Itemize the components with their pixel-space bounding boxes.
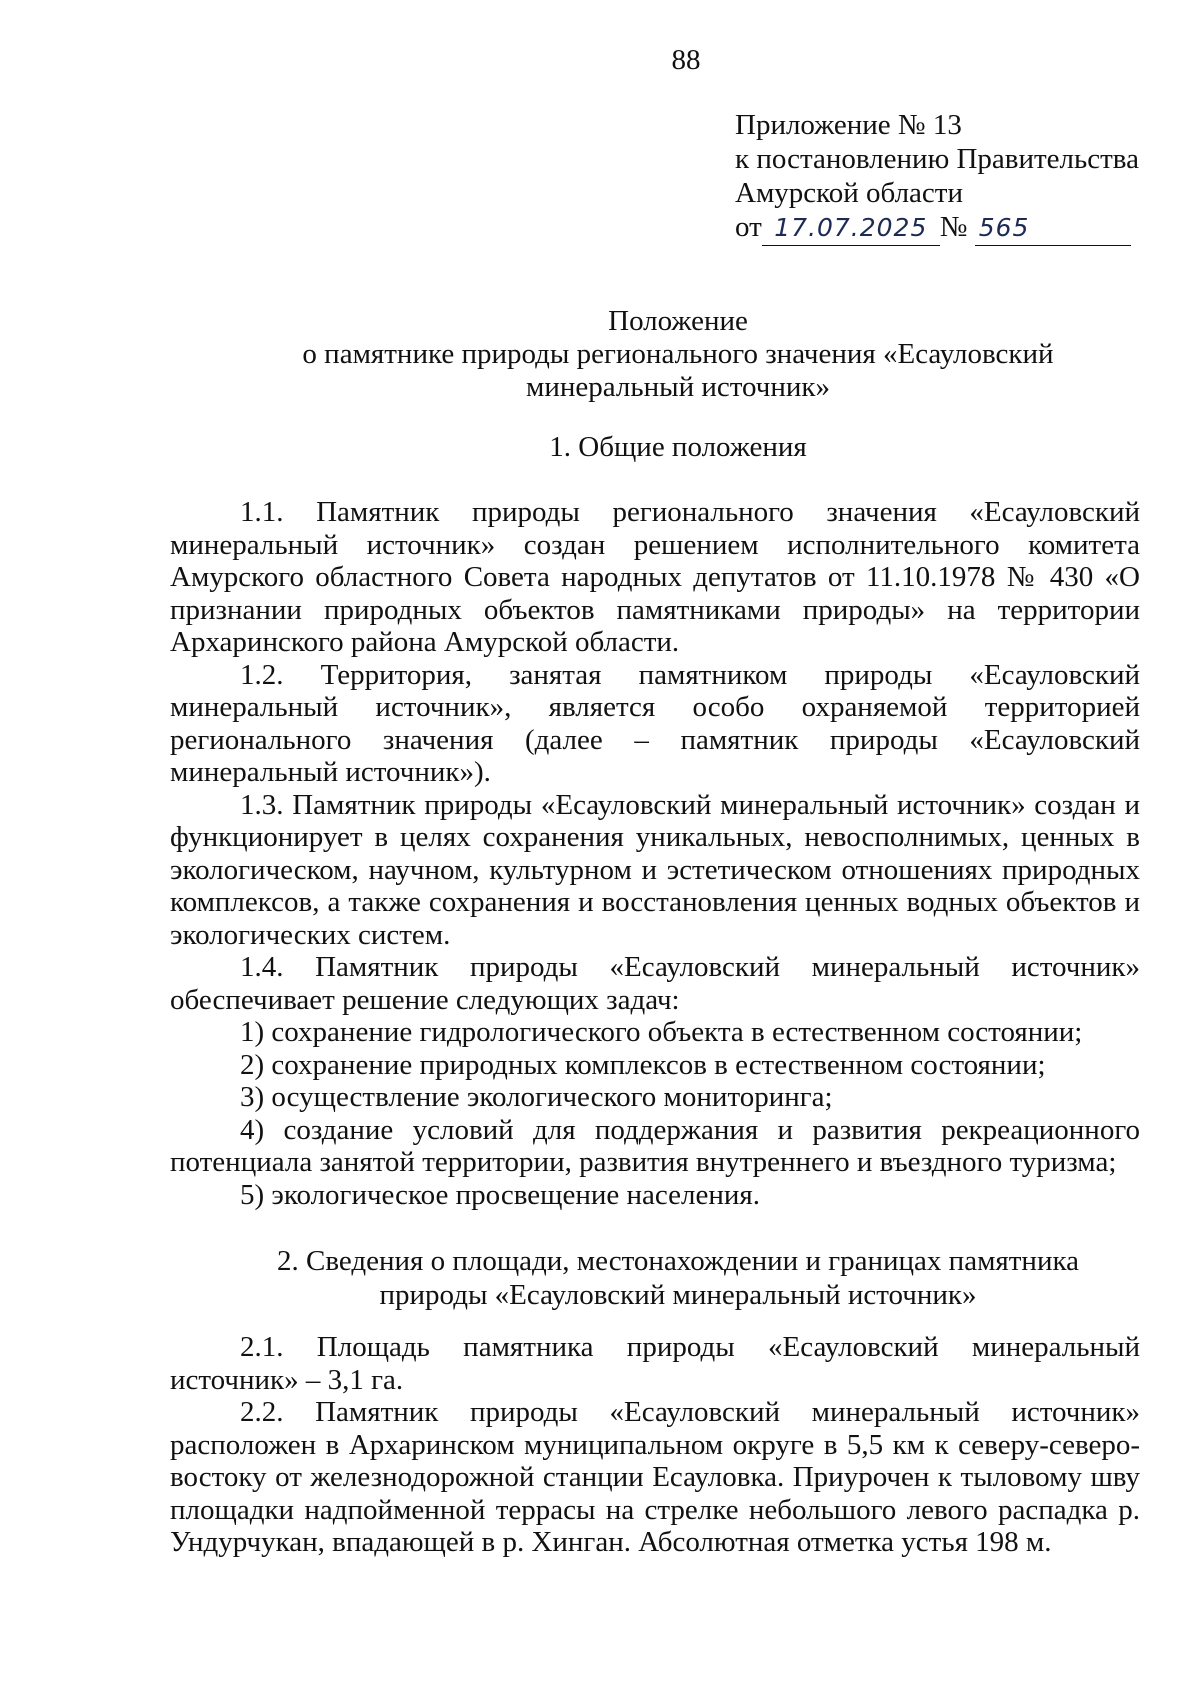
section-2-body	[170, 1331, 1140, 1559]
section-2-heading-line-2: природы «Есауловский минеральный источник»	[379, 1279, 977, 1311]
number-label: №	[939, 211, 968, 243]
section-2-heading-line-1: 2. Сведения о площади, местонахождении и границах памятника	[276, 1245, 1079, 1277]
paragraph-2-2: 2.2. Памятник природы «Есауловский минеральный источник» расположен в Архаринском муниципальном округе в 5,5 км к северу-северо-востоку от железнодорожной станции Есауловка. Приурочен к тыловому шву площадки надпойменной террасы на стрелке небольшого левого распадка р. Ундурчукан, впадающей в р. Хинган. Абсолютная отметка устья 198 м.	[170, 1396, 1140, 1558]
handwritten-date	[762, 210, 940, 246]
title-line-1: Положение	[608, 305, 748, 337]
paragraph-1-4: 1.4. Памятник природы «Есауловский минеральный источник» обеспечивает решение следующих задач:	[170, 951, 1140, 1016]
paragraph-1-3: 1.3. Памятник природы «Есауловский минеральный источник» создан и функционирует в целях сохранения уникальных, невосполнимых, ценных в экологическом, научном, культурном и эстетическом отношениях природных комплексов, а также сохранения и восстановления ценных водных объектов и экологических систем.	[170, 788, 1140, 951]
section-1-body	[170, 496, 1140, 1211]
task-item-4: 4) создание условий для поддержания и развития рекреационного потенциала занятой территории, развития внутреннего и въездного туризма;	[170, 1113, 1140, 1178]
paragraph-2-1: 2.1. Площадь памятника природы «Есауловский минеральный источник» – 3,1 га.	[170, 1331, 1140, 1396]
paragraph-1-2: 1.2. Территория, занятая памятником природы «Есауловский минеральный источник», является особо охраняемой территорией регионального значения (далее – памятник природы «Есауловский минеральный источник»).	[170, 658, 1140, 788]
handwritten-date-text: 17.07.2025	[774, 213, 928, 242]
task-item-1: 1) сохранение гидрологического объекта в естественном состоянии;	[240, 1016, 1083, 1048]
section-2-heading	[170, 1244, 1186, 1312]
title-line-2: о памятнике природы регионального значения «Есауловский	[302, 338, 1054, 370]
title-line-3: минеральный источник»	[525, 371, 830, 403]
appendix-date-number	[735, 210, 1155, 246]
appendix-region: Амурской области	[735, 177, 963, 209]
paragraph-1-1: 1.1. Памятник природы регионального значения «Есауловский минеральный источник» создан решением исполнительного комитета Амурского областного Совета народных депутатов от 11.10.1978 № 430 «О признании природных объектов памятниками природы» на территории Архаринского района Амурской области.	[170, 496, 1140, 658]
handwritten-number	[975, 210, 1131, 246]
document-title	[170, 305, 1186, 404]
appendix-title: Приложение № 13	[735, 109, 962, 141]
appendix-resolution: к постановлению Правительства	[735, 143, 1139, 175]
handwritten-number-text: 565	[978, 213, 1030, 242]
task-item-5: 5) экологическое просвещение населения.	[240, 1178, 760, 1211]
task-item-3: 3) осуществление экологического мониторинга;	[240, 1081, 833, 1113]
task-item-2: 2) сохранение природных комплексов в естественном состоянии;	[240, 1048, 1046, 1081]
section-1-heading: 1. Общие положения	[549, 431, 807, 463]
page-number: 88	[671, 44, 701, 76]
appendix-block	[735, 108, 1155, 246]
date-prefix: от	[735, 211, 762, 243]
